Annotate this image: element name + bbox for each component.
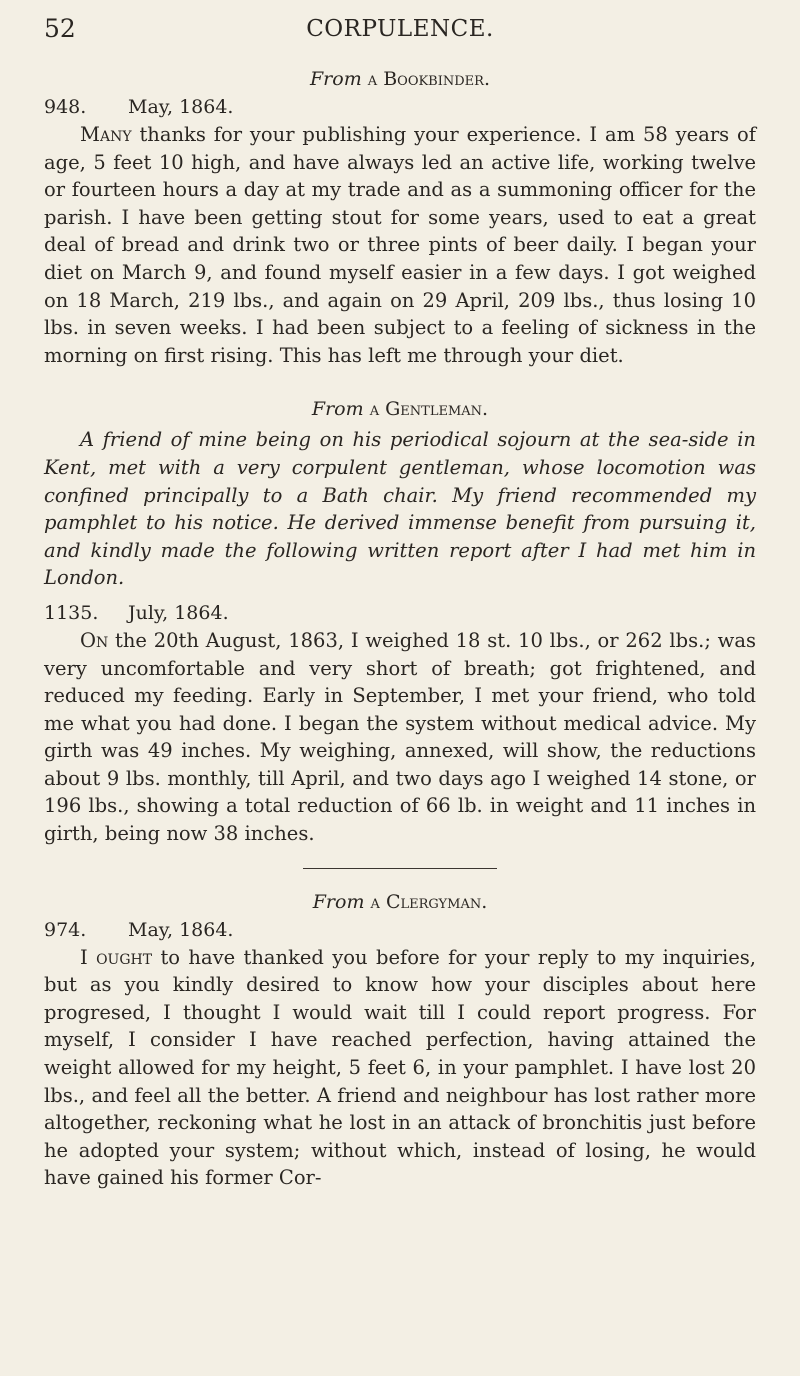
letter-text: the 20th August, 1863, I weighed 18 st. 10 lbs., or 262 lbs.; was very uncomfortable and very short of breath; got frightened, and reduced my feeding. Early in September, I met your friend, who told me what you had done. I began the system without medical advice. My girth was 49 inches. My weighing, annexed, will show, the reductions about 9 lbs. monthly, till April, and two days ago I weighed 14 stone, or 196 lbs., showing a total reduction of 66 lb. in weight and 11 inches in girth, being now 38 inches. (44, 628, 756, 846)
letter-first-word: On (80, 628, 109, 652)
section-divider (303, 868, 497, 869)
letter-body (44, 944, 756, 1192)
letter-dateline (44, 917, 756, 944)
letter-bookbinder (44, 68, 756, 369)
letter-body (44, 627, 756, 848)
page-body (44, 68, 756, 1192)
letter-heading: From a Bookbinder. (309, 68, 490, 90)
running-head (44, 14, 756, 48)
letter-text: to have thanked you before for your reply to my inquiries, but as you kindly desired to know how your disciples about here progresed, I thought I would wait till I could report progress. For myself, I consider I have reached perfection, having attained the weight allowed for my height, 5 feet 6, in your pamphlet. I have lost 20 lbs., and feel all the better. A friend and neighbour has lost rather more altogether, reckoning what he lost in an attack of bronchitis just before he adopted your system; without which, instead of losing, he would have gained his former Cor- (44, 945, 756, 1190)
letter-date: July, 1864. (128, 601, 229, 624)
letter-number: 948. (44, 96, 87, 118)
letter-date: May, 1864. (128, 96, 234, 118)
letter-dateline (44, 600, 756, 627)
letter-dateline (44, 94, 756, 121)
letter-first-word: Many (80, 123, 132, 146)
letter-clergyman (44, 891, 756, 1192)
letter-body (44, 121, 756, 369)
letter-first-word: I ought (80, 945, 153, 969)
letter-text: thanks for your publishing your experience. I am 58 years of age, 5 feet 10 high, and have always led an active life, working twelve or fourteen hours a day at my trade and as a summoning officer for the parish. I have been getting stout for some years, used to eat a great deal of bread and drink two or three pints of beer daily. I began your diet on March 9, and found myself easier in a few days. I got weighed on 18 March, 219 lbs., and again on 29 April, 209 lbs., thus losing 10 lbs. in seven weeks. I had been subject to a feeling of sickness in the morning on first rising. This has left me through your diet. (44, 123, 756, 367)
running-title: CORPULENCE. (306, 16, 494, 42)
letter-heading: From a Clergyman. (312, 890, 488, 913)
letter-gentleman (44, 398, 756, 847)
letter-introduction: A friend of mine being on his periodical sojourn at the sea-side in Kent, met with a very corpulent gentleman, whose locomotion was confined principally to a Bath chair. My friend recommended my pamphlet to his notice. He derived immense benefit from pursuing it, and kindly made the following written report after I had met him in London. (44, 428, 756, 590)
letter-number: 1135. (44, 601, 99, 624)
letter-heading: From a Gentleman. (311, 398, 489, 421)
page-number: 52 (44, 14, 76, 43)
letter-number: 974. (44, 918, 87, 941)
letter-date: May, 1864. (128, 918, 234, 941)
